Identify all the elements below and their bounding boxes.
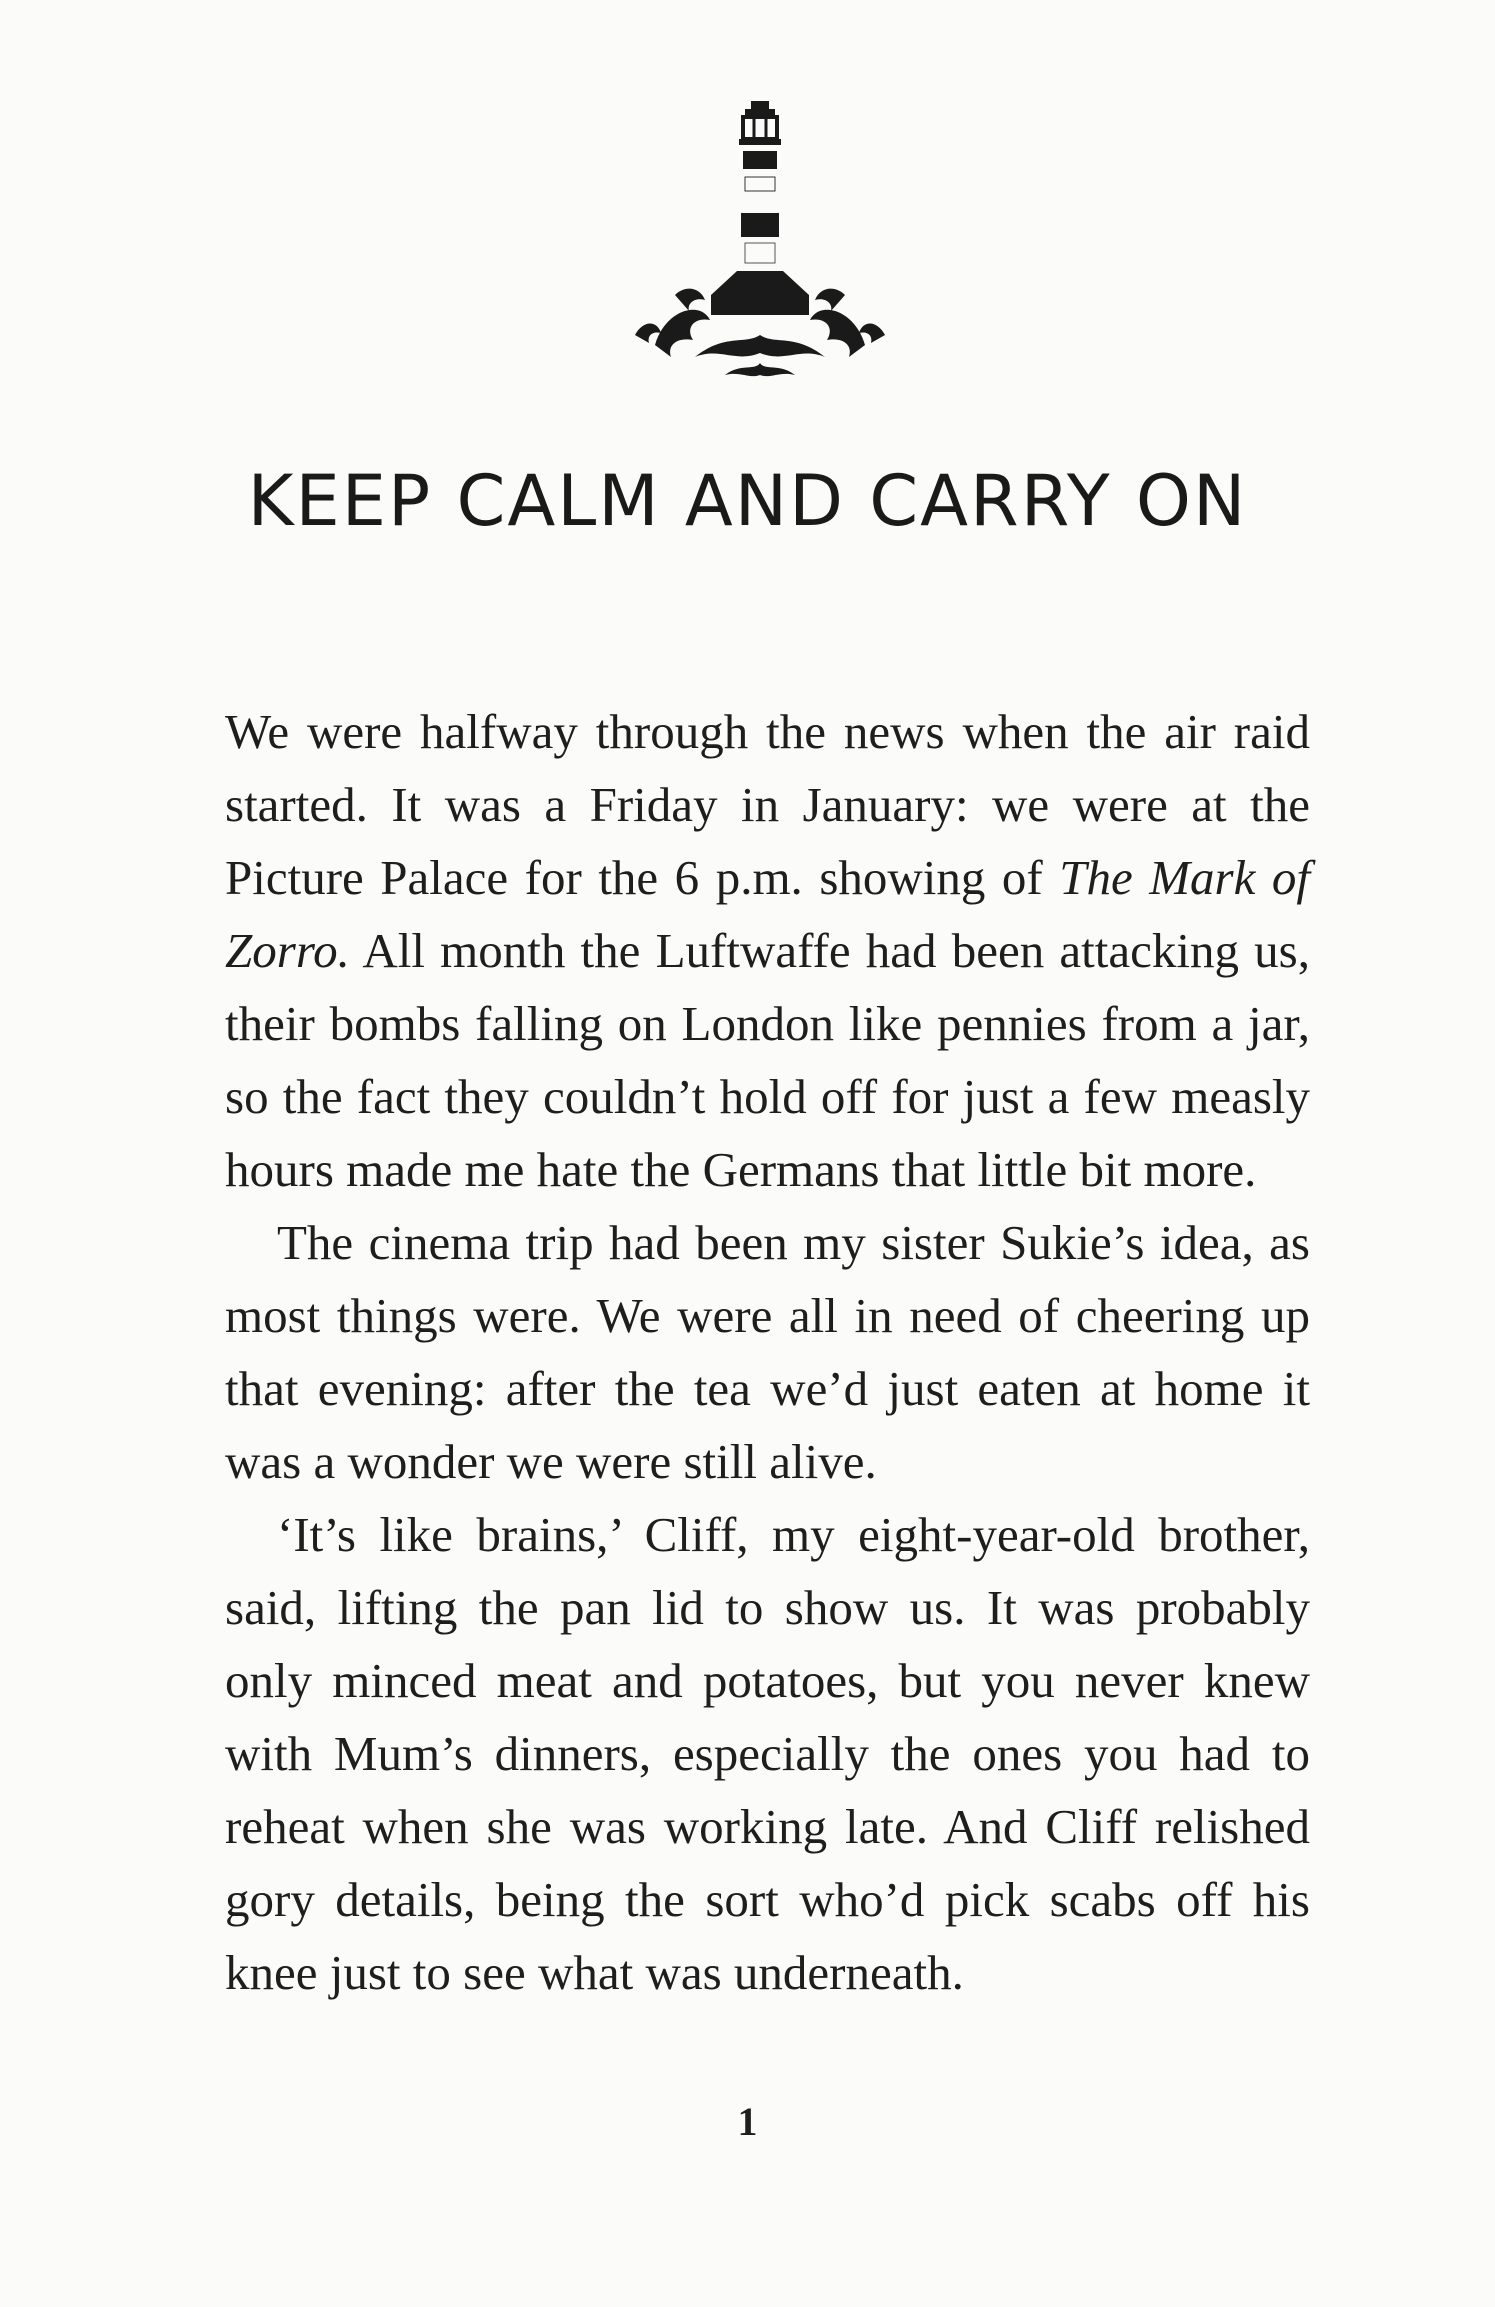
paragraph-text: We were halfway through the news when the air raid started. It was a Friday in January: we were at the Picture Palace for the 6 p.m. showing of bbox=[225, 704, 1310, 905]
lighthouse-on-waves-icon bbox=[615, 95, 905, 395]
paragraph bbox=[225, 1206, 1310, 1498]
page-number: 1 bbox=[737, 2099, 758, 2144]
chapter-body-text bbox=[225, 695, 1310, 2009]
paragraph-text: All month the Luftwaffe had been attacking us, their bombs falling on London like pennies from a jar, so the fact they couldn’t hold off for just a few measly hours made me hate the Germans that little bit more. bbox=[225, 923, 1310, 1197]
paragraph bbox=[225, 1498, 1310, 2009]
italic-title-text: The Mark of Zorro. bbox=[225, 850, 1311, 978]
paragraph-text: ‘It’s like brains,’ Cliff, my eight-year-old brother, said, lifting the pan lid to show us. It was probably only minced meat and potatoes, but you never knew with Mum’s dinners, especially the ones you had to reheat when she was working late. And Cliff relished gory details, being the sort who’d pick scabs off his knee just to see what was underneath. bbox=[225, 1507, 1310, 2000]
paragraph-text: The cinema trip had been my sister Sukie’s idea, as most things were. We were all in need of cheering up that evening: after the tea we’d just eaten at home it was a wonder we were still alive. bbox=[225, 1215, 1310, 1489]
chapter-title: KEEP CALM AND CARRY ON bbox=[247, 460, 1248, 542]
paragraph bbox=[225, 695, 1310, 1206]
